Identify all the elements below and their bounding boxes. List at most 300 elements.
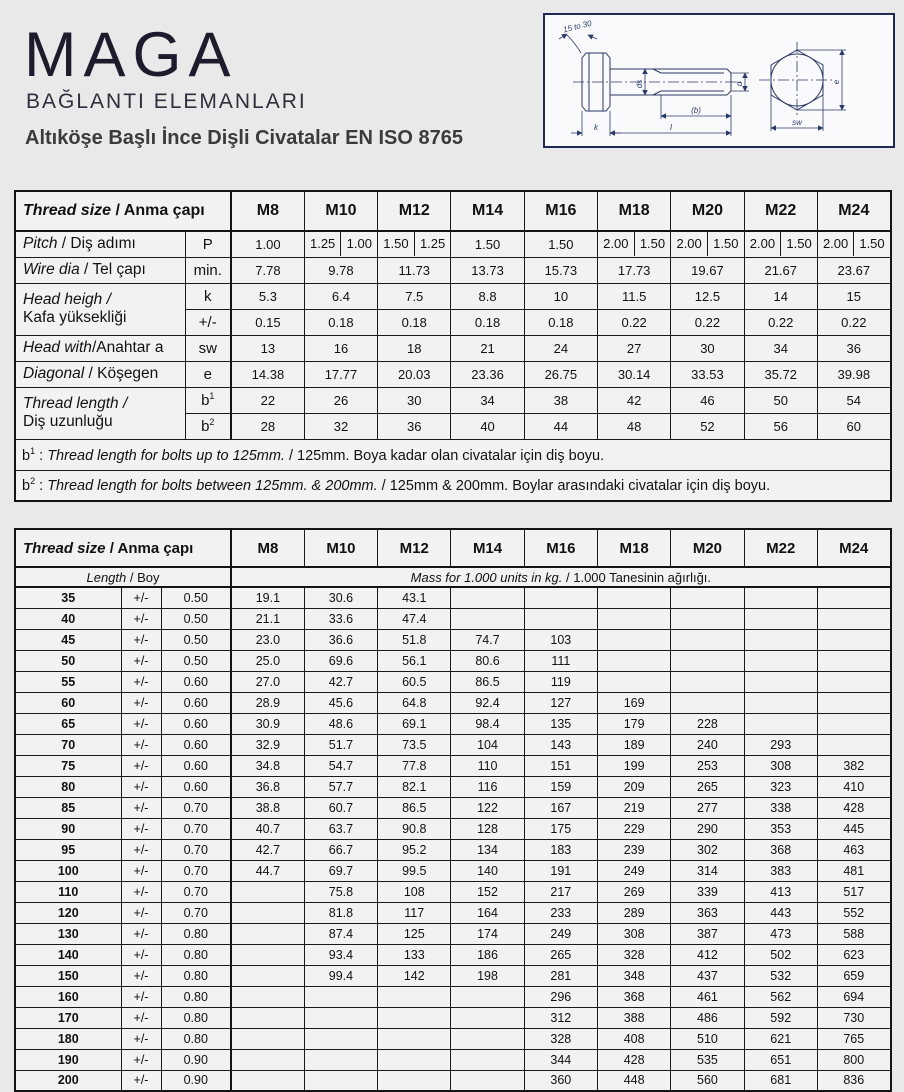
bolt-technical-drawing [543,13,895,148]
mass-row [15,776,891,797]
spec-value-cell: 0.18 [304,309,377,335]
spec-footnote-row [15,439,891,470]
mass-value-cell: 560 [671,1070,744,1091]
mass-value-cell [817,713,890,734]
tolerance-cell: 0.70 [161,797,231,818]
mass-value-cell: 383 [744,860,817,881]
label-en: Diagonal [23,365,85,382]
mass-value-cell: 338 [744,797,817,818]
mass-value-cell: 104 [451,734,524,755]
mass-row [15,755,891,776]
spec-value-cell: 20.03 [378,361,451,387]
length-cell: 160 [15,986,121,1007]
mass-value-cell: 249 [597,860,670,881]
mass-row [15,1028,891,1049]
mass-row [15,1007,891,1028]
mass-row [15,797,891,818]
mass-row [15,671,891,692]
mass-value-cell: 535 [671,1049,744,1070]
spec-value-cell: 0.18 [524,309,597,335]
spec-value-cell: 24 [524,335,597,361]
mass-row [15,587,891,608]
mass-value-cell: 532 [744,965,817,986]
tolerance-sign-cell: +/- [121,629,161,650]
mass-row [15,986,891,1007]
mass-value-cell: 34.8 [231,755,304,776]
mass-value-cell: 229 [597,818,670,839]
mass-value-cell: 127 [524,692,597,713]
mass-size-header-M10: M10 [304,529,377,567]
mass-row [15,1070,891,1091]
mass-value-cell: 45.6 [304,692,377,713]
mass-value-cell: 122 [451,797,524,818]
mass-value-cell: 179 [597,713,670,734]
mass-table-body [15,529,891,1091]
label-tr: /Anahtar a [91,339,164,356]
mass-value-cell: 108 [378,881,451,902]
tolerance-sign-cell: +/- [121,902,161,923]
mass-value-cell: 296 [524,986,597,1007]
spec-row-symbol: sw [185,335,231,361]
size-header-M16: M16 [524,191,597,231]
label-en: Thread size [23,202,116,219]
mass-row [15,839,891,860]
mass-value-cell: 19.1 [231,587,304,608]
mass-value-cell: 111 [524,650,597,671]
spec-value-cell: 1.50 [451,231,524,257]
mass-value-cell: 592 [744,1007,817,1028]
mass-row [15,650,891,671]
tolerance-cell: 0.50 [161,587,231,608]
tolerance-sign-cell: +/- [121,818,161,839]
mass-value-cell [451,1007,524,1028]
mass-row [15,944,891,965]
mass-value-cell: 800 [817,1049,890,1070]
tolerance-cell: 0.60 [161,713,231,734]
mass-row [15,818,891,839]
length-cell: 75 [15,755,121,776]
mass-value-cell [671,629,744,650]
mass-value-cell: 562 [744,986,817,1007]
split-values [378,232,450,256]
tolerance-sign-cell: +/- [121,965,161,986]
tolerance-cell: 0.80 [161,944,231,965]
spec-value-cell: 23.36 [451,361,524,387]
spec-value-cell: 21.67 [744,257,817,283]
length-cell: 120 [15,902,121,923]
mass-value-cell: 289 [597,902,670,923]
mass-value-cell: 293 [744,734,817,755]
label-en: Head with [23,339,92,356]
mass-value-cell: 308 [597,923,670,944]
mass-value-cell [231,1049,304,1070]
spec-value-cell: 30.14 [598,361,671,387]
tolerance-cell: 0.70 [161,818,231,839]
spec-value-cell: 14.38 [231,361,304,387]
mass-size-header-M24: M24 [817,529,890,567]
spec-value-cell: 13 [231,335,304,361]
label-en: Length [86,569,127,585]
tolerance-sign-cell: +/- [121,1007,161,1028]
mass-value-cell: 445 [817,818,890,839]
label-tr: Kafa yüksekliği [23,309,127,326]
bolt-side-view [559,34,749,136]
mass-value-cell: 189 [597,734,670,755]
mass-value-cell [304,1007,377,1028]
size-header-M14: M14 [451,191,524,231]
spec-value-cell: 34 [451,387,524,413]
mass-value-cell: 217 [524,881,597,902]
spec-row-label [15,387,185,439]
mass-value-cell: 765 [817,1028,890,1049]
mass-value-cell: 209 [597,776,670,797]
tolerance-sign-cell: +/- [121,986,161,1007]
spec-value-cell: 44 [524,413,597,439]
mass-value-cell [817,692,890,713]
spec-value-cell: 19.67 [671,257,744,283]
footnote-en: Thread length for bolts up to 125mm. [47,447,285,464]
spec-sub-value: 2.00 [822,236,849,252]
spec-value-cell: 12.5 [671,283,744,309]
mass-row [15,923,891,944]
mass-value-cell [597,671,670,692]
mass-value-cell [524,608,597,629]
mass-value-cell [451,1049,524,1070]
page-title: Altıköşe Başlı İnce Dişli Civatalar EN ISO 8765 [25,127,463,149]
mass-value-cell [744,671,817,692]
mass-value-cell: 461 [671,986,744,1007]
mass-value-cell [451,608,524,629]
spec-sub-value: 1.25 [414,232,451,256]
spec-sub-value: 1.50 [853,232,889,256]
tolerance-sign-cell: +/- [121,923,161,944]
mass-value-cell: 63.7 [304,818,377,839]
mass-value-cell [597,608,670,629]
mass-row [15,902,891,923]
mass-value-cell: 249 [524,923,597,944]
mass-value-cell: 228 [671,713,744,734]
mass-value-cell: 219 [597,797,670,818]
mass-value-cell: 125 [378,923,451,944]
mass-row [15,860,891,881]
tolerance-sign-cell: +/- [121,713,161,734]
mass-value-cell: 382 [817,755,890,776]
label-en: Thread length / [23,395,128,412]
tolerance-cell: 0.60 [161,692,231,713]
spec-row [15,257,891,283]
length-cell: 60 [15,692,121,713]
spec-value-cell: 17.73 [598,257,671,283]
mass-value-cell: 281 [524,965,597,986]
spec-value-cell [304,231,377,257]
spec-row-symbol: e [185,361,231,387]
mass-value-cell: 86.5 [451,671,524,692]
head-height-dimension-label: k [594,123,598,132]
mass-value-cell: 43.1 [378,587,451,608]
mass-value-cell: 80.6 [451,650,524,671]
mass-value-cell: 135 [524,713,597,734]
tolerance-sign-cell: +/- [121,608,161,629]
mass-value-cell [451,1028,524,1049]
spec-row-label [15,335,185,361]
spec-value-cell: 52 [671,413,744,439]
mass-value-cell [231,902,304,923]
split-values [671,232,743,256]
mass-table [14,528,892,1092]
mass-value-cell: 314 [671,860,744,881]
mass-header-row [15,529,891,567]
mass-value-cell: 388 [597,1007,670,1028]
mass-value-cell [817,608,890,629]
mass-value-cell: 621 [744,1028,817,1049]
spec-value-cell: 34 [744,335,817,361]
spec-sub-value: 2.00 [603,236,629,252]
mass-value-cell: 175 [524,818,597,839]
tolerance-cell: 0.70 [161,881,231,902]
spec-value-cell: 35.72 [744,361,817,387]
mass-value-cell: 87.4 [304,923,377,944]
mass-value-cell: 134 [451,839,524,860]
tolerance-cell: 0.90 [161,1070,231,1091]
mass-value-cell [231,1028,304,1049]
length-cell: 80 [15,776,121,797]
mass-value-cell: 117 [378,902,451,923]
mass-value-cell [744,608,817,629]
spec-value-cell: 11.5 [598,283,671,309]
mass-value-cell: 40.7 [231,818,304,839]
spec-value-cell: 30 [378,387,451,413]
mass-size-header-M12: M12 [378,529,451,567]
length-cell: 170 [15,1007,121,1028]
mass-value-cell: 408 [597,1028,670,1049]
mass-value-cell: 552 [817,902,890,923]
length-cell: 40 [15,608,121,629]
mass-value-cell: 47.4 [378,608,451,629]
spec-row-symbol: k [185,283,231,309]
mass-value-cell: 81.8 [304,902,377,923]
mass-row [15,629,891,650]
mass-value-cell: 681 [744,1070,817,1091]
mass-value-cell: 36.8 [231,776,304,797]
spec-sub-value: 1.50 [707,232,744,256]
mass-value-cell: 99.5 [378,860,451,881]
spec-value-cell [598,231,671,257]
mass-value-cell: 32.9 [231,734,304,755]
mass-value-cell: 143 [524,734,597,755]
label-tr: / Tel çapı [79,261,146,278]
spec-value-cell: 0.22 [598,309,671,335]
split-values [818,232,890,256]
length-cell: 130 [15,923,121,944]
mass-value-cell: 510 [671,1028,744,1049]
length-cell: 140 [15,944,121,965]
size-header-M12: M12 [378,191,451,231]
mass-value-cell [304,986,377,1007]
length-cell: 70 [15,734,121,755]
size-header-M18: M18 [598,191,671,231]
mass-size-header-M14: M14 [451,529,524,567]
spec-value-cell: 28 [231,413,304,439]
spec-value-cell: 15 [817,283,890,309]
mass-value-cell: 353 [744,818,817,839]
mass-value-cell: 290 [671,818,744,839]
mass-value-cell: 25.0 [231,650,304,671]
mass-size-header-M8: M8 [231,529,304,567]
spec-row-label [15,231,185,257]
mass-value-cell: 348 [597,965,670,986]
spec-value-cell: 0.22 [671,309,744,335]
mass-value-cell: 21.1 [231,608,304,629]
spec-value-cell [671,231,744,257]
mass-value-cell [671,608,744,629]
spec-value-cell: 22 [231,387,304,413]
mass-value-cell: 33.6 [304,608,377,629]
spec-value-cell: 1.50 [524,231,597,257]
spec-value-cell: 60 [817,413,890,439]
tolerance-cell: 0.60 [161,671,231,692]
tolerance-cell: 0.60 [161,755,231,776]
spec-value-cell: 17.77 [304,361,377,387]
mass-value-cell [817,629,890,650]
footnote-en: Thread length for bolts between 125mm. & 200mm. [47,478,378,495]
mass-value-cell: 164 [451,902,524,923]
spec-value-cell: 26.75 [524,361,597,387]
spec-value-cell: 39.98 [817,361,890,387]
spec-value-cell: 0.15 [231,309,304,335]
mass-value-cell [671,692,744,713]
mass-value-cell [671,671,744,692]
tolerance-cell: 0.70 [161,860,231,881]
spec-sub-value: 1.50 [634,232,671,256]
tolerance-cell: 0.80 [161,1007,231,1028]
mass-value-cell: 73.5 [378,734,451,755]
spec-sub-value: 2.00 [749,236,776,252]
length-cell: 180 [15,1028,121,1049]
tolerance-sign-cell: +/- [121,1070,161,1091]
length-cell: 95 [15,839,121,860]
mass-value-cell [597,587,670,608]
spec-value-cell: 5.3 [231,283,304,309]
mass-row [15,734,891,755]
mass-value-cell: 199 [597,755,670,776]
mass-value-cell: 42.7 [231,839,304,860]
spec-row-symbol: $b^1$ [185,387,231,413]
spec-value-cell: 7.78 [231,257,304,283]
spec-value-cell: 33.53 [671,361,744,387]
mass-row [15,713,891,734]
spec-value-cell: 0.18 [451,309,524,335]
mass-value-cell: 486 [671,1007,744,1028]
spec-row [15,335,891,361]
tolerance-sign-cell: +/- [121,944,161,965]
mass-value-cell: 38.8 [231,797,304,818]
spec-value-cell: 14 [744,283,817,309]
mass-row [15,1049,891,1070]
spec-value-cell: 16 [304,335,377,361]
mass-value-cell: 448 [597,1070,670,1091]
mass-value-cell: 651 [744,1049,817,1070]
width-across-flats-label: sw [792,118,802,127]
spec-value-cell: 10 [524,283,597,309]
thread-diameter-label: d [735,81,744,87]
mass-value-cell [817,650,890,671]
mass-value-cell: 116 [451,776,524,797]
shank-diameter-label: ds [635,79,644,89]
mass-value-cell: 60.7 [304,797,377,818]
split-values [745,232,817,256]
spec-value-cell: 13.73 [451,257,524,283]
mass-value-cell: 328 [597,944,670,965]
mass-value-cell: 42.7 [304,671,377,692]
spec-sub-value: 1.50 [780,232,817,256]
mass-value-cell: 90.8 [378,818,451,839]
spec-value-cell: 0.18 [378,309,451,335]
mass-value-cell: 265 [671,776,744,797]
mass-value-cell: 323 [744,776,817,797]
spec-sub-value: 1.00 [340,232,377,256]
mass-value-cell: 588 [817,923,890,944]
spec-footnote-1: $b^1$ : Thread length for bolts up to 125mm. / 125mm. Boya kadar olan civatalar için diş boyu. [15,439,891,470]
mass-value-cell: 517 [817,881,890,902]
length-cell: 45 [15,629,121,650]
mass-value-cell [671,650,744,671]
tolerance-sign-cell: +/- [121,650,161,671]
spec-value-cell: 42 [598,387,671,413]
tolerance-sign-cell: +/- [121,587,161,608]
mass-value-cell [744,587,817,608]
mass-value-cell: 92.4 [451,692,524,713]
spec-value-cell: 23.67 [817,257,890,283]
length-cell: 55 [15,671,121,692]
spec-value-cell: 54 [817,387,890,413]
mass-value-cell: 152 [451,881,524,902]
label-en: Mass for 1.000 units in kg. [410,569,563,585]
mass-value-cell: 428 [597,1049,670,1070]
spec-row-label [15,361,185,387]
total-length-dimension-label: l [670,123,672,132]
mass-value-cell [231,881,304,902]
split-values [305,232,377,256]
tolerance-cell: 0.80 [161,1028,231,1049]
mass-value-cell: 69.6 [304,650,377,671]
mass-value-cell [304,1070,377,1091]
spec-value-cell: 27 [598,335,671,361]
tolerance-cell: 0.50 [161,629,231,650]
length-cell: 90 [15,818,121,839]
spec-table [14,190,892,502]
mass-row [15,608,891,629]
spec-row [15,231,891,257]
tolerance-sign-cell: +/- [121,776,161,797]
label-en: Thread size [23,539,110,557]
spec-table-body [15,191,891,501]
spec-row [15,387,891,413]
mass-value-cell [378,1070,451,1091]
mass-value-cell: 103 [524,629,597,650]
spec-value-cell: 8.8 [451,283,524,309]
label-tr: / 1.000 Tanesinin ağırlığı. [562,569,712,585]
mass-value-cell: 74.7 [451,629,524,650]
spec-value-cell: 15.73 [524,257,597,283]
spec-value-cell: 0.22 [744,309,817,335]
mass-value-cell: 28.9 [231,692,304,713]
spec-value-cell: 32 [304,413,377,439]
tolerance-cell: 0.60 [161,734,231,755]
mass-value-cell: 233 [524,902,597,923]
mass-value-cell: 186 [451,944,524,965]
mass-value-cell: 44.7 [231,860,304,881]
mass-value-cell: 183 [524,839,597,860]
